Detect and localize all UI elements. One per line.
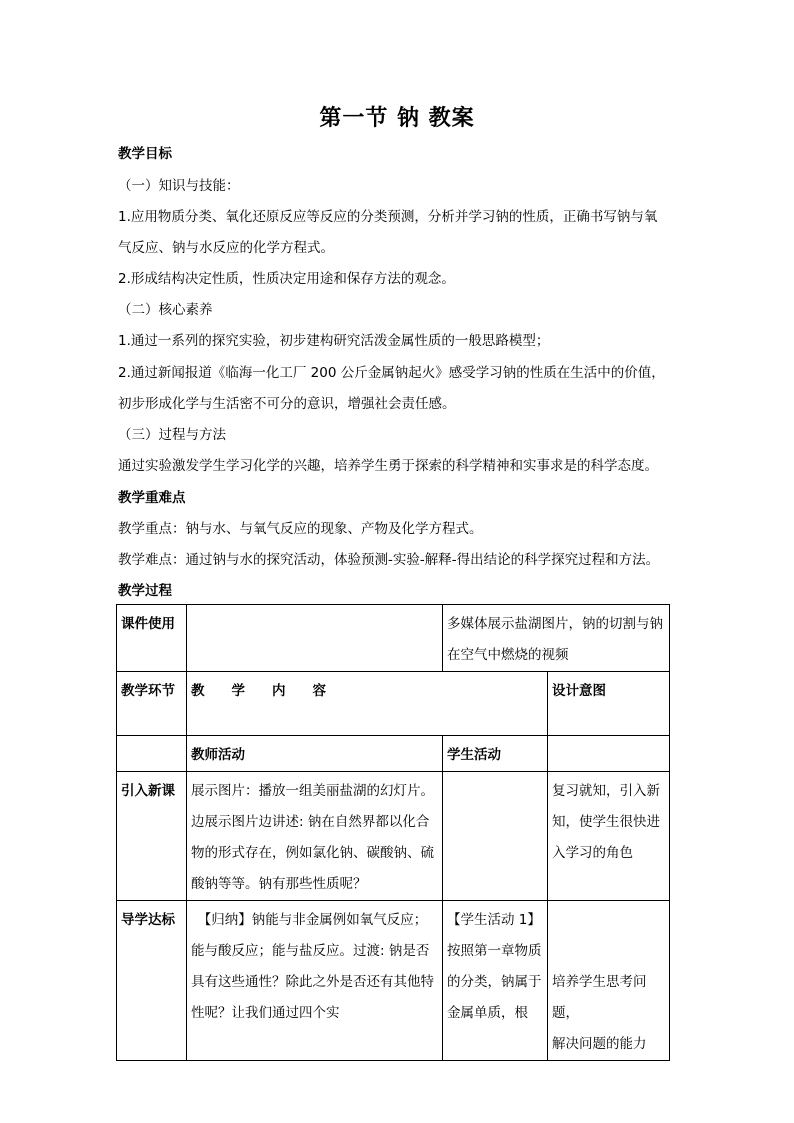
key-point: 教学重点：钠与水、与氧气反应的现象、产物及化学方程式。 bbox=[118, 521, 483, 537]
difficulty: 教学难点：通过钠与水的探究活动，体验预测-实验-解释-得出结论的科学探究过程和方法。 bbox=[118, 552, 660, 568]
key-difficulty-heading: 教学重难点 bbox=[118, 490, 186, 506]
intent-gap bbox=[552, 905, 665, 967]
intent-header: 设计意图 bbox=[548, 672, 670, 736]
student-header: 学生活动 bbox=[443, 736, 548, 772]
content-header: 教 学 内 容 bbox=[187, 672, 548, 736]
header-row bbox=[117, 672, 670, 736]
teacher-activity-cell: 【归纳】钠能与非金属例如氧气反应；能与酸反应；能与盐反应。过渡: 钠是否具有这些通性？除此之外是否还有其他特性呢？让我们通过四个实 bbox=[187, 901, 443, 1061]
subheader-row bbox=[117, 736, 670, 772]
courseware-value: 多媒体展示盐湖图片，钠的切割与钠在空气中燃烧的视频 bbox=[443, 605, 670, 672]
teaching-process-table bbox=[116, 604, 670, 1061]
student-activity-cell bbox=[443, 772, 548, 901]
segment-cell: 引入新课 bbox=[117, 772, 187, 901]
design-intent-cell: 复习就知，引入新知，使学生很快进入学习的角色 bbox=[548, 772, 670, 901]
goals-heading: 教学目标 bbox=[118, 146, 172, 162]
subheader-empty bbox=[117, 736, 187, 772]
courseware-spacer bbox=[187, 605, 443, 672]
teacher-header: 教师活动 bbox=[187, 736, 443, 772]
student-activity-cell: 【学生活动 1】按照第一章物质的分类，钠属于金属单质，根 bbox=[443, 901, 548, 1061]
segment-cell: 导学达标 bbox=[117, 901, 187, 1061]
intent-line: 培养学生思考问题， bbox=[552, 974, 647, 1021]
goal-1-line-2: 气反应、钠与水反应的化学方程式。 bbox=[118, 240, 334, 256]
process-heading: 教学过程 bbox=[118, 583, 172, 599]
process-methods-text: 通过实验激发学生学习化学的兴趣，培养学生勇于探索的科学精神和实事求是的科学态度。 bbox=[118, 458, 658, 474]
literacy-2-line-2: 初步形成化学与生活密不可分的意识，增强社会责任感。 bbox=[118, 396, 456, 412]
table-row bbox=[117, 772, 670, 901]
courseware-label: 课件使用 bbox=[117, 605, 187, 672]
teacher-activity-cell: 展示图片：播放一组美丽盐湖的幻灯片。边展示图片边讲述: 钠在自然界都以化合物的形式存在，例如氯化钠、碳酸钠、硫酸钠等等。钠有那些性质呢？ bbox=[187, 772, 443, 901]
design-intent-cell bbox=[548, 901, 670, 1061]
goal-1-line-1: 1.应用物质分类、氧化还原反应等反应的分类预测，分析并学习钠的性质，正确书写钠与氧 bbox=[118, 209, 658, 225]
courseware-row bbox=[117, 605, 670, 672]
subheader-intent-empty bbox=[548, 736, 670, 772]
segment-header: 教学环节 bbox=[117, 672, 187, 736]
subheading-knowledge: （一）知识与技能： bbox=[118, 178, 240, 194]
literacy-1: 1.通过一系列的探究实验，初步建构研究活泼金属性质的一般思路模型； bbox=[118, 333, 550, 349]
literacy-2-line-1: 2.通过新闻报道《临海一化工厂 200 公斤金属钠起火》感受学习钠的性质在生活中的价值， bbox=[118, 365, 665, 381]
subheading-core-literacy: （二）核心素养 bbox=[118, 302, 213, 318]
page-title: 第一节 钠 教案 bbox=[319, 106, 475, 131]
table-row bbox=[117, 901, 670, 1061]
subheading-process-methods: （三）过程与方法 bbox=[118, 427, 226, 443]
intent-line: 解决问题的能力 bbox=[552, 1036, 647, 1052]
goal-2: 2.形成结构决定性质，性质决定用途和保存方法的观念。 bbox=[118, 271, 455, 287]
